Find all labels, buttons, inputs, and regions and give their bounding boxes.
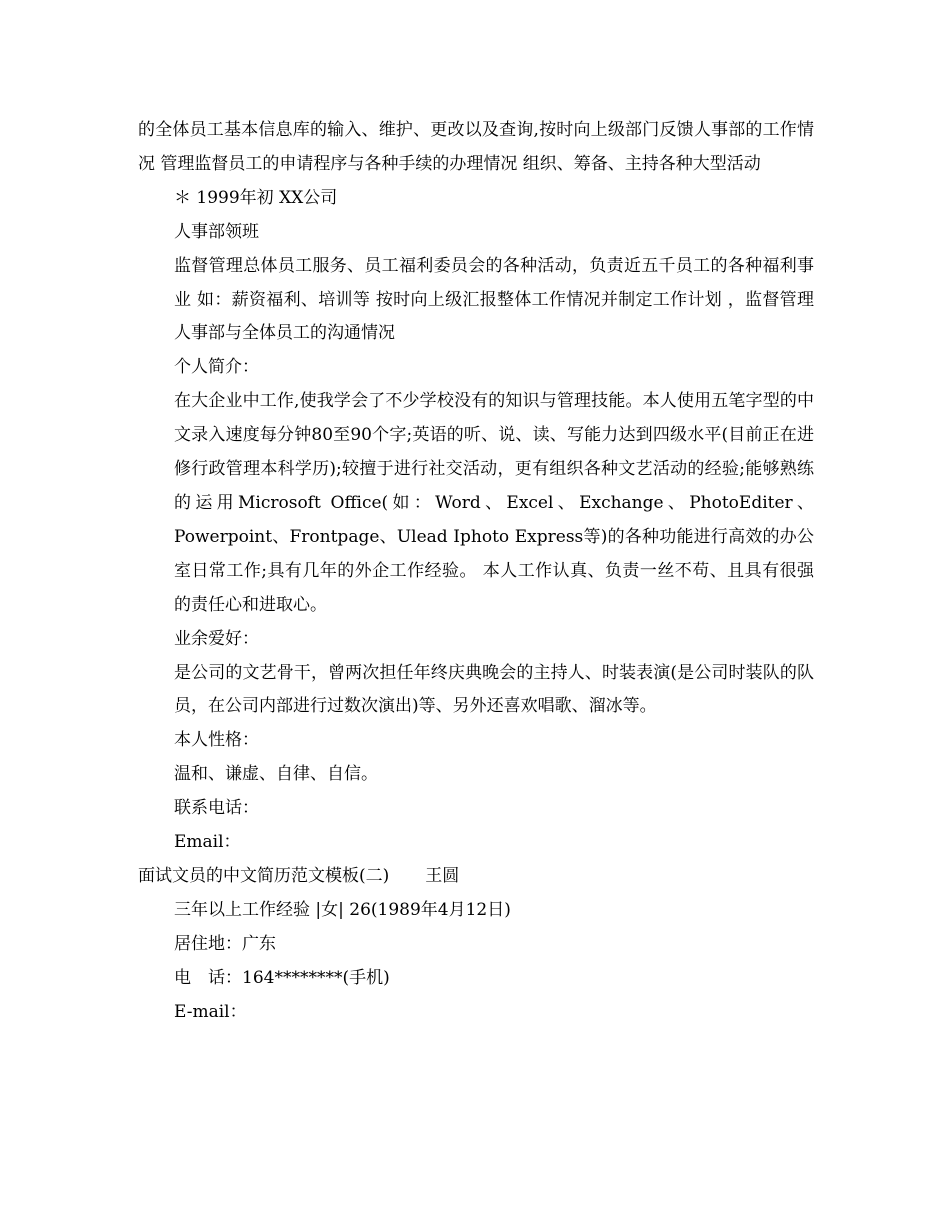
heading-personal-intro: 个人简介： bbox=[174, 357, 259, 378]
paragraph-hobbies: 是公司的文艺骨干，曾两次担任年终庆典晚会的主持人、时装表演(是公司时装队的队员，在公司内部进行过数次演出)等、另外还喜欢唱歌、溜冰等。 bbox=[174, 662, 814, 717]
paragraph-telephone: 电 话：164********(手机) bbox=[174, 967, 390, 988]
paragraph-job-date: ＊ 1999年初 XX公司 bbox=[174, 187, 338, 208]
paragraph-personal-intro: 在大企业中工作,使我学会了不少学校没有的知识与管理技能。本人使用五笔字型的中文录入速度每分钟80至90个字;英语的听、说、读、写能力达到四级水平(目前正在进修行政管理本科学历);较擅于进行社交活动，更有组织各种文艺活动的经验;能够熟练的运用Microsoft Office(如：Word、Excel、Exchange、PhotoEditer、Powerpoint、Frontpage、Ulead Iphoto Express等)的各种功能进行高效的办公室日常工作;具有几年的外企工作经验。 本人工作认真、负责一丝不苟、且具有很强的责任心和进取心。 bbox=[174, 391, 814, 615]
paragraph-job-description: 监督管理总体员工服务、员工福利委员会的各种活动，负责近五千员工的各种福利事业 如：薪资福利、培训等 按时向上级汇报整体工作情况并制定工作计划 ，监督管理人事部与全体员工的沟通情况 bbox=[174, 255, 814, 344]
paragraph-personality: 温和、谦虚、自律、自信。 bbox=[174, 764, 378, 785]
paragraph-hr-duties: 的全体员工基本信息库的输入、维护、更改以及查询,按时向上级部门反馈人事部的工作情况 管理监督员工的申请程序与各种手续的办理情况 组织、筹备、主持各种大型活动 bbox=[138, 120, 814, 174]
label-phone: 联系电话： bbox=[174, 798, 259, 819]
heading-personality: 本人性格： bbox=[174, 730, 259, 751]
paragraph-job-title: 人事部领班 bbox=[174, 221, 259, 242]
label-email: Email： bbox=[174, 832, 241, 853]
heading-hobbies: 业余爱好： bbox=[174, 628, 259, 649]
paragraph-email: E-mail： bbox=[174, 1001, 247, 1022]
document-body bbox=[138, 114, 814, 1029]
paragraph-residence: 居住地：广东 bbox=[174, 933, 276, 954]
resume-template-heading bbox=[138, 860, 814, 894]
candidate-name: 王圆 bbox=[425, 865, 460, 886]
paragraph-experience-summary: 三年以上工作经验 |女| 26(1989年4月12日) bbox=[174, 899, 511, 920]
template-title: 面试文员的中文简历范文模板(二) bbox=[138, 865, 390, 886]
